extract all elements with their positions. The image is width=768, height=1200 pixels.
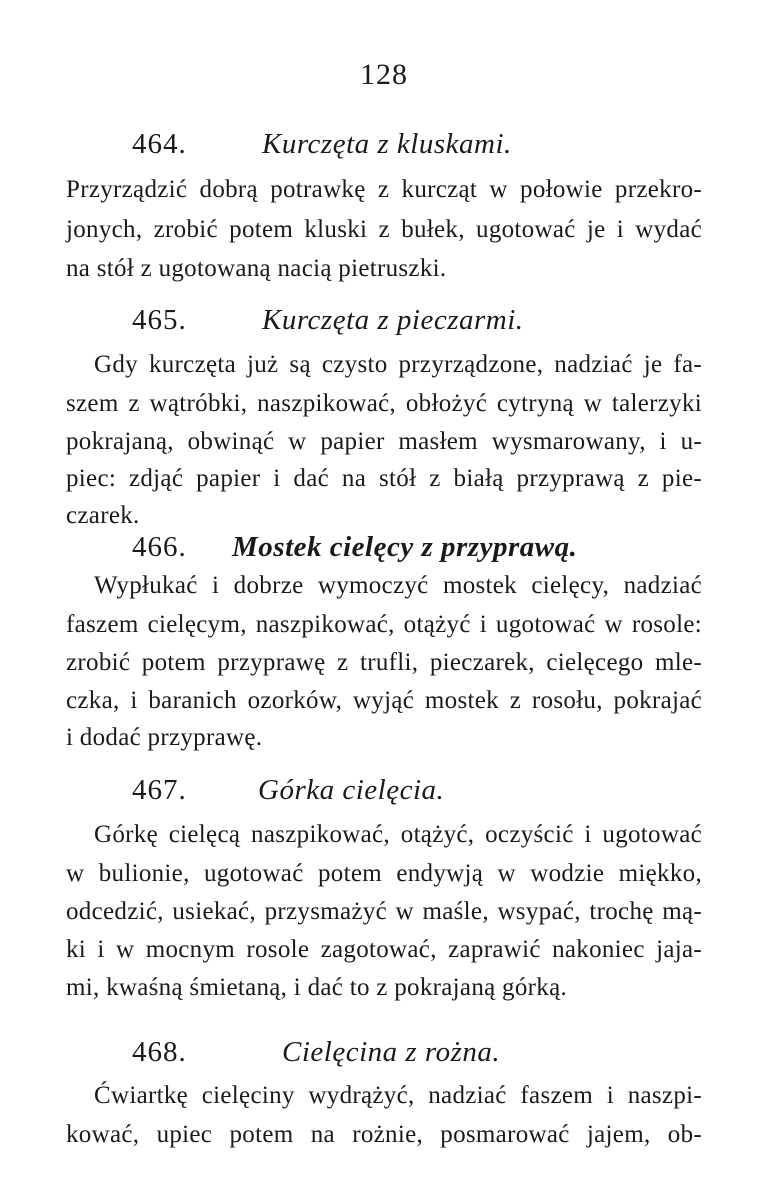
page-number: 128 (360, 58, 408, 91)
recipe-text-line: Gdy kurczęta już są czysto przyrządzone, nadziać je fa- (94, 351, 702, 378)
recipe-number: 464. (132, 128, 187, 160)
recipe-text-line: Przyrządzić dobrą potrawkę z kurcząt w połowie przekro- (66, 176, 702, 203)
recipe-text-line: mi, kwaśną śmietaną, i dać to z pokrajaną górką. (66, 974, 568, 1001)
recipe-text-line: kować, upiec potem na rożnie, posmarować jajem, ob- (66, 1121, 702, 1148)
recipe-text-line: zrobić potem przyprawę z trufli, pieczarek, cielęcego mle- (66, 649, 702, 676)
recipe-heading-464 (0, 128, 768, 168)
recipe-text-line: faszem cielęcym, naszpikować, otążyć i ugotować w rosole: (66, 611, 702, 638)
recipe-text-line: Wypłukać i dobrze wymoczyć mostek cielęcy, nadziać (94, 572, 702, 599)
recipe-heading-465 (0, 304, 768, 344)
recipe-heading-466 (0, 531, 768, 571)
recipe-text-line: i dodać przyprawę. (66, 724, 263, 751)
recipe-title: Mostek cielęcy z przyprawą. (232, 531, 578, 563)
recipe-number: 467. (132, 774, 187, 806)
recipe-title: Górka cielęcia. (258, 774, 445, 806)
recipe-title: Cielęcina z rożna. (282, 1036, 501, 1068)
recipe-text-line: szem z wątróbki, naszpikować, obłożyć cytryną w talerzyki (66, 390, 702, 417)
recipe-text-line: na stół z ugotowaną nacią pietruszki. (66, 255, 447, 282)
recipe-text-line: czarek. (66, 502, 140, 529)
recipe-number: 465. (132, 304, 187, 336)
recipe-text-line: Górkę cielęcą naszpikować, otążyć, oczyścić i ugotować (94, 821, 702, 848)
recipe-text-line: Ćwiartkę cielęciny wydrążyć, nadziać faszem i naszpi- (94, 1082, 702, 1109)
recipe-text-line: odcedzić, usiekać, przysmażyć w maśle, wsypać, trochę mą- (66, 898, 702, 925)
recipe-number: 468. (132, 1036, 187, 1068)
recipe-text-line: w bulionie, ugotować potem endywją w wodzie miękko, (66, 860, 702, 887)
recipe-text-line: czka, i baranich ozorków, wyjąć mostek z rosołu, pokrajać (66, 687, 702, 714)
recipe-title: Kurczęta z pieczarmi. (262, 304, 524, 336)
recipe-text-line: pokrajaną, obwinąć w papier masłem wysmarowany, i u- (66, 428, 702, 455)
recipe-number: 466. (132, 531, 187, 563)
recipe-heading-468 (0, 1036, 768, 1076)
recipe-text-line: jonych, zrobić potem kluski z bułek, ugotować je i wydać (66, 216, 702, 243)
recipe-text-line: piec: zdjąć papier i dać na stół z białą przyprawą z pie- (66, 465, 702, 492)
recipe-text-line: ki i w mocnym rosole zagotować, zaprawić nakoniec jaja- (66, 936, 702, 963)
recipe-title: Kurczęta z kluskami. (262, 128, 512, 160)
recipe-heading-467 (0, 774, 768, 814)
